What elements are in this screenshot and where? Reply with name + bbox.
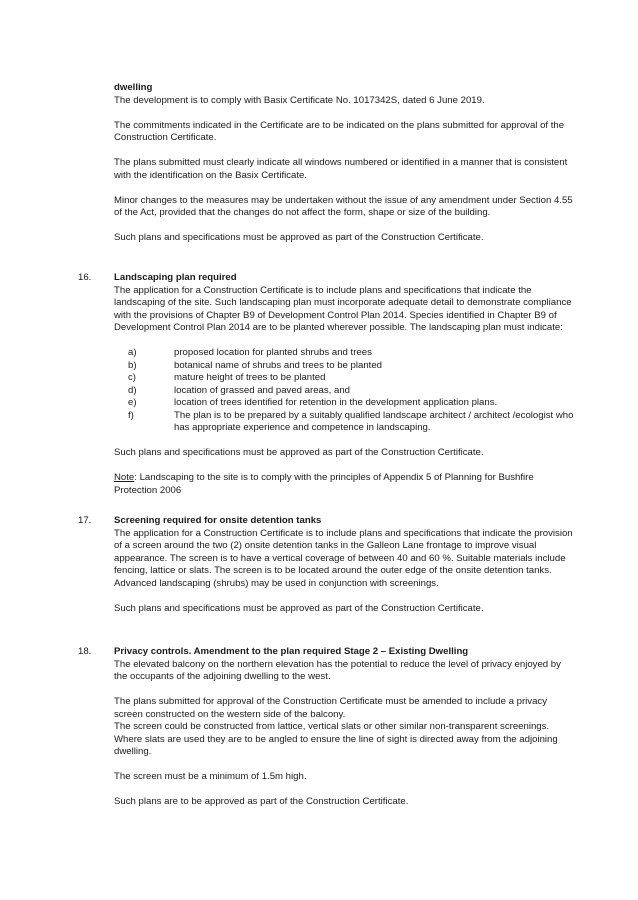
list-item: a) proposed location for planted shrubs and trees (128, 347, 372, 358)
paragraph: The screen must be a minimum of 1.5m high. (114, 771, 307, 782)
section-16 (114, 272, 576, 497)
paragraph: The commitments indicated in the Certificate are to be indicated on the plans submitted for approval of the Construction Certificate. (114, 119, 565, 143)
note-paragraph (114, 472, 576, 497)
note-text: : Landscaping to the site is to comply with the principles of Appendix 5 of Planning for Bushfire Protection 2006 (114, 472, 534, 496)
section-17 (114, 515, 576, 615)
paragraph: The elevated balcony on the northern elevation has the potential to reduce the level of privacy enjoyed by the occupants of the adjoining dwelling to the west. (114, 658, 561, 682)
list-item: d) location of grassed and paved areas, and (128, 384, 351, 396)
list-item: f) The plan is to be prepared by a suitably qualified landscape architect / architect /ecologist who has appropriate experience and competence in landscaping. (128, 409, 574, 433)
paragraph: The screen could be constructed from lattice, vertical slats or other similar non-transparent screenings. Where slats are used they are to be angled to ensure the line of sight is directed away from the adjoining dwelling. (114, 721, 558, 757)
section-heading: dwelling (114, 82, 153, 93)
paragraph: Such plans and specifications must be approved as part of the Construction Certificate. (114, 602, 484, 614)
paragraph: Such plans and specifications must be approved as part of the Construction Certificate. (114, 447, 484, 458)
paragraph: The application for a Construction Certificate is to include plans and specifications that indicate the landscaping of the site. Such landscaping plan must incorporate adequate detail to demonstrate compliance with the provisions of Chapter B9 of Development Control Plan 2014. Species identified in Chapter B9 of Development Control Plan 2014 are to be planted wherever possible. The landscaping plan must indicate: (114, 284, 572, 333)
section-number: 16. (78, 272, 92, 283)
paragraph: The application for a Construction Certificate is to include plans and specifications that indicate the provision of a screen around the two (2) onsite detention tanks in the Galleon Lane frontage to improve visual appearance. The screen is to have a vertical coverage of between 40 and 60 %. Suitable materials include fencing, lattice or slats. The screen is to be located around the outer edge of the onsite detention tanks. Advanced landscaping (shrubs) may be used in conjunction with screenings. (114, 527, 573, 589)
paragraph: The plans submitted for approval of the Construction Certificate must be amended to include a privacy screen constructed on the western side of the balcony. (114, 696, 548, 720)
section-heading: Privacy controls. Amendment to the plan required Stage 2 – Existing Dwelling (114, 646, 469, 657)
landscaping-list (114, 347, 576, 435)
section-dwelling (114, 82, 576, 245)
paragraph: The plans submitted must clearly indicate all windows numbered or identified in a manner that is consistent with the identification on the Basix Certificate. (114, 157, 568, 181)
section-number: 18. (78, 646, 92, 657)
section-number: 17. (78, 515, 92, 526)
section-heading: Landscaping plan required (114, 272, 237, 283)
paragraph: The development is to comply with Basix Certificate No. 1017342S, dated 6 June 2019. (114, 94, 485, 106)
section-heading: Screening required for onsite detention tanks (114, 515, 322, 526)
list-item: b) botanical name of shrubs and trees to be planted (128, 359, 383, 371)
section-18 (114, 646, 576, 809)
paragraph: Minor changes to the measures may be undertaken without the issue of any amendment under Section 4.55 of the Act, provided that the changes do not affect the form, shape or size of the building. (114, 194, 573, 218)
list-item: c) mature height of trees to be planted (128, 372, 326, 383)
list-item: e) location of trees identified for retention in the development application plans. (128, 397, 498, 408)
paragraph: Such plans are to be approved as part of the Construction Certificate. (114, 796, 409, 807)
paragraph: Such plans and specifications must be approved as part of the Construction Certificate. (114, 232, 484, 243)
note-label: Note (114, 472, 135, 483)
